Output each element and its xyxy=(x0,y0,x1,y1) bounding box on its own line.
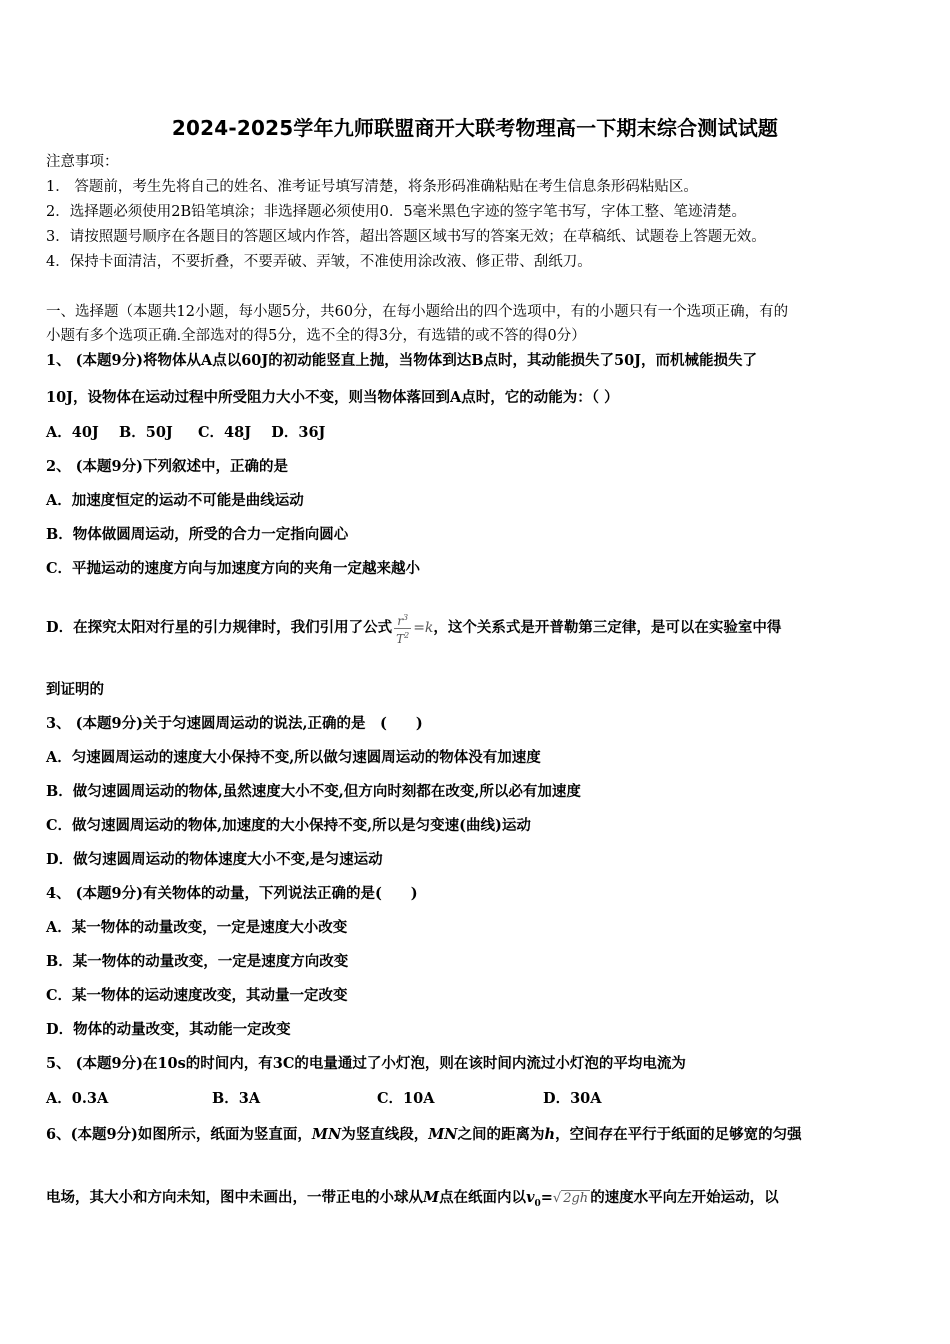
q5-option-b: B．3A xyxy=(212,1090,261,1107)
sqrt-radical-sign: √ xyxy=(552,1191,562,1206)
q3-option-c: C．做匀速圆周运动的物体,加速度的大小保持不变,所以是匀变速(曲线)运动 xyxy=(46,817,531,834)
q6-stem-line1 xyxy=(46,1125,802,1145)
formula-r-exponent: 3 xyxy=(402,612,409,622)
q3-option-b: B．做匀速圆周运动的物体,虽然速度大小不变,但方向时刻都在改变,所以必有加速度 xyxy=(46,783,581,800)
q6-var-v0: v xyxy=(526,1189,535,1206)
q5-stem: 5、 (本题9分)在10s的时间内，有3C的电量通过了小灯泡，则在该时间内流过小灯泡的平均电流为 xyxy=(46,1055,686,1072)
q1-stem-line1: 1、 (本题9分)将物体从A点以60J的初动能竖直上抛，当物体到达B点时，其动能损失了50J，而机械能损失了 xyxy=(46,352,758,369)
q4-option-d: D．物体的动量改变，其动能一定改变 xyxy=(46,1021,291,1038)
q2-option-b: B．物体做圆周运动，所受的合力一定指向圆心 xyxy=(46,526,349,543)
formula-t-exponent: 2 xyxy=(404,630,410,640)
notice-item-4: 4．保持卡面清洁，不要折叠，不要弄破、弄皱，不准使用涂改液、修正带、刮纸刀。 xyxy=(46,254,592,270)
q1-stem-line2: 10J，设物体在运动过程中所受阻力大小不变，则当物体落回到A点时，它的动能为：（ ） xyxy=(46,389,619,406)
q4-stem: 4、 (本题9分)有关物体的动量，下列说法正确的是( ) xyxy=(46,885,418,902)
formula-r: r xyxy=(397,613,403,628)
q6-var-mn: MN xyxy=(311,1126,342,1143)
q6-text-1a: 6、(本题9分)如图所示，纸面为竖直面， xyxy=(46,1126,312,1143)
q6-text-1d: ，空间存在平行于纸面的足够宽的匀强 xyxy=(555,1126,802,1143)
q6-text-2c: 的速度水平向左开始运动，以 xyxy=(590,1189,779,1206)
formula-t: T xyxy=(396,631,405,646)
q6-text-2b: 点在纸面内以 xyxy=(439,1189,527,1206)
q4-option-a: A．某一物体的动量改变，一定是速度大小改变 xyxy=(46,919,348,936)
q2-option-d-post: ，这个关系式是开普勒第三定律，是可以在实验室中得 xyxy=(433,619,782,636)
q6-var-h: h xyxy=(544,1126,556,1143)
kepler-formula xyxy=(394,611,411,646)
q5-option-d: D．30A xyxy=(543,1090,602,1107)
q5-option-c: C．10A xyxy=(377,1090,435,1107)
formula-equals-k: =k xyxy=(413,620,434,636)
q6-var-m: M xyxy=(423,1189,440,1206)
q3-option-d: D．做匀速圆周运动的物体速度大小不变,是匀速运动 xyxy=(46,851,383,868)
q6-var-mn: MN xyxy=(428,1126,458,1143)
q3-stem: 3、 (本题9分)关于匀速圆周运动的说法,正确的是 ( ) xyxy=(46,715,423,732)
sqrt-radicand: 2gh xyxy=(563,1191,589,1206)
q2-stem: 2、 (本题9分)下列叙述中，正确的是 xyxy=(46,458,288,475)
q6-equals: = xyxy=(540,1189,553,1206)
q2-option-c: C．平抛运动的速度方向与加速度方向的夹角一定越来越小 xyxy=(46,560,421,577)
q2-option-d xyxy=(46,610,781,646)
page-title: 2024-2025学年九师联盟商开大联考物理高一下期末综合测试试题 xyxy=(171,116,779,140)
q6-stem-line2 xyxy=(46,1180,779,1222)
section-instructions-line1: 一、选择题（本题共12小题，每小题5分，共60分，在每小题给出的四个选项中，有的小题只有一个选项正确，有的 xyxy=(46,304,789,320)
q6-text-2a: 电场，其大小和方向未知，图中未画出，一带正电的小球从 xyxy=(46,1189,423,1206)
notice-heading: 注意事项： xyxy=(46,154,119,170)
notice-item-1: 1． 答题前，考生先将自己的姓名、准考证号填写清楚，将条形码准确粘贴在考生信息条形码粘贴区。 xyxy=(46,179,698,195)
q6-text-1b: 为竖直线段， xyxy=(341,1126,429,1143)
section-instructions-line2: 小题有多个选项正确.全部选对的得5分，选不全的得3分，有选错的或不答的得0分） xyxy=(46,328,586,344)
q2-option-d-pre: D．在探究太阳对行星的引力规律时，我们引用了公式 xyxy=(46,619,393,636)
q3-option-a: A．匀速圆周运动的速度大小保持不变,所以做匀速圆周运动的物体没有加速度 xyxy=(46,749,541,766)
q1-options: A．40J B．50J C．48J D．36J xyxy=(46,424,326,441)
q4-option-c: C．某一物体的运动速度改变，其动量一定改变 xyxy=(46,987,348,1004)
q5-option-a: A．0.3A xyxy=(46,1090,109,1107)
q2-option-d-line2: 到证明的 xyxy=(46,681,104,698)
q6-var-v0-sub: 0 xyxy=(534,1198,541,1209)
notice-item-3: 3．请按照题号顺序在各题目的答题区域内作答，超出答题区域书写的答案无效；在草稿纸、试题卷上答题无效。 xyxy=(46,229,766,245)
q4-option-b: B．某一物体的动量改变，一定是速度方向改变 xyxy=(46,953,349,970)
notice-item-2: 2．选择题必须使用2B铅笔填涂；非选择题必须使用0．5毫米黑色字迹的签字笔书写，字体工整、笔迹清楚。 xyxy=(46,204,747,220)
q2-option-a: A．加速度恒定的运动不可能是曲线运动 xyxy=(46,492,304,509)
sqrt-2gh-formula xyxy=(553,1181,590,1217)
q6-text-1c: 之间的距离为 xyxy=(457,1126,545,1143)
